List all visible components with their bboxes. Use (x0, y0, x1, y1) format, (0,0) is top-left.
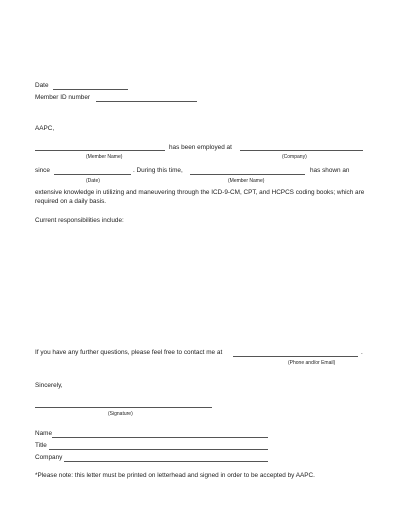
note-text: *Please note: this letter must be printed on letterhead and signed in order to be accepted by AAPC. (35, 472, 315, 479)
member-id-label: Member ID number (35, 94, 91, 101)
date-label: Date (35, 82, 49, 89)
member-name-field-2[interactable] (190, 174, 305, 175)
company-label: Company (35, 454, 63, 461)
member-name-caption-2: (Member Name) (228, 178, 265, 184)
has-shown-text: has shown an (310, 167, 350, 174)
company-field[interactable] (240, 150, 363, 151)
during-this-time-text: . During this time, (133, 167, 183, 174)
signature-field[interactable] (35, 407, 212, 408)
since-text: since (35, 167, 50, 174)
salutation: AAPC, (35, 125, 55, 132)
name-field[interactable] (52, 437, 268, 438)
contact-period: . (361, 349, 363, 356)
contact-field[interactable] (233, 356, 358, 357)
responsibilities-label: Current responsibilities include: (35, 217, 124, 224)
contact-text: If you have any further questions, please feel free to contact me at (35, 349, 223, 356)
member-name-field[interactable] (35, 150, 165, 151)
since-date-field[interactable] (54, 174, 131, 175)
date-caption: (Date) (86, 178, 100, 184)
contact-caption: (Phone and/or Email) (288, 360, 336, 366)
date-field[interactable] (53, 89, 128, 90)
name-label: Name (35, 430, 53, 437)
company-name-field[interactable] (64, 461, 268, 462)
title-field[interactable] (49, 449, 268, 450)
member-id-field[interactable] (96, 101, 197, 102)
employed-at-text: has been employed at (169, 144, 232, 151)
sincerely-text: Sincerely, (35, 382, 63, 389)
title-label: Title (35, 442, 47, 449)
company-caption: (Company) (282, 154, 307, 160)
member-name-caption: (Member Name) (86, 154, 123, 160)
knowledge-paragraph: extensive knowledge in utilizing and maneuvering through the ICD-9-CM, CPT, and HCPCS coding books; which are required on a daily basis. (35, 189, 365, 205)
signature-caption: (Signature) (108, 411, 133, 417)
